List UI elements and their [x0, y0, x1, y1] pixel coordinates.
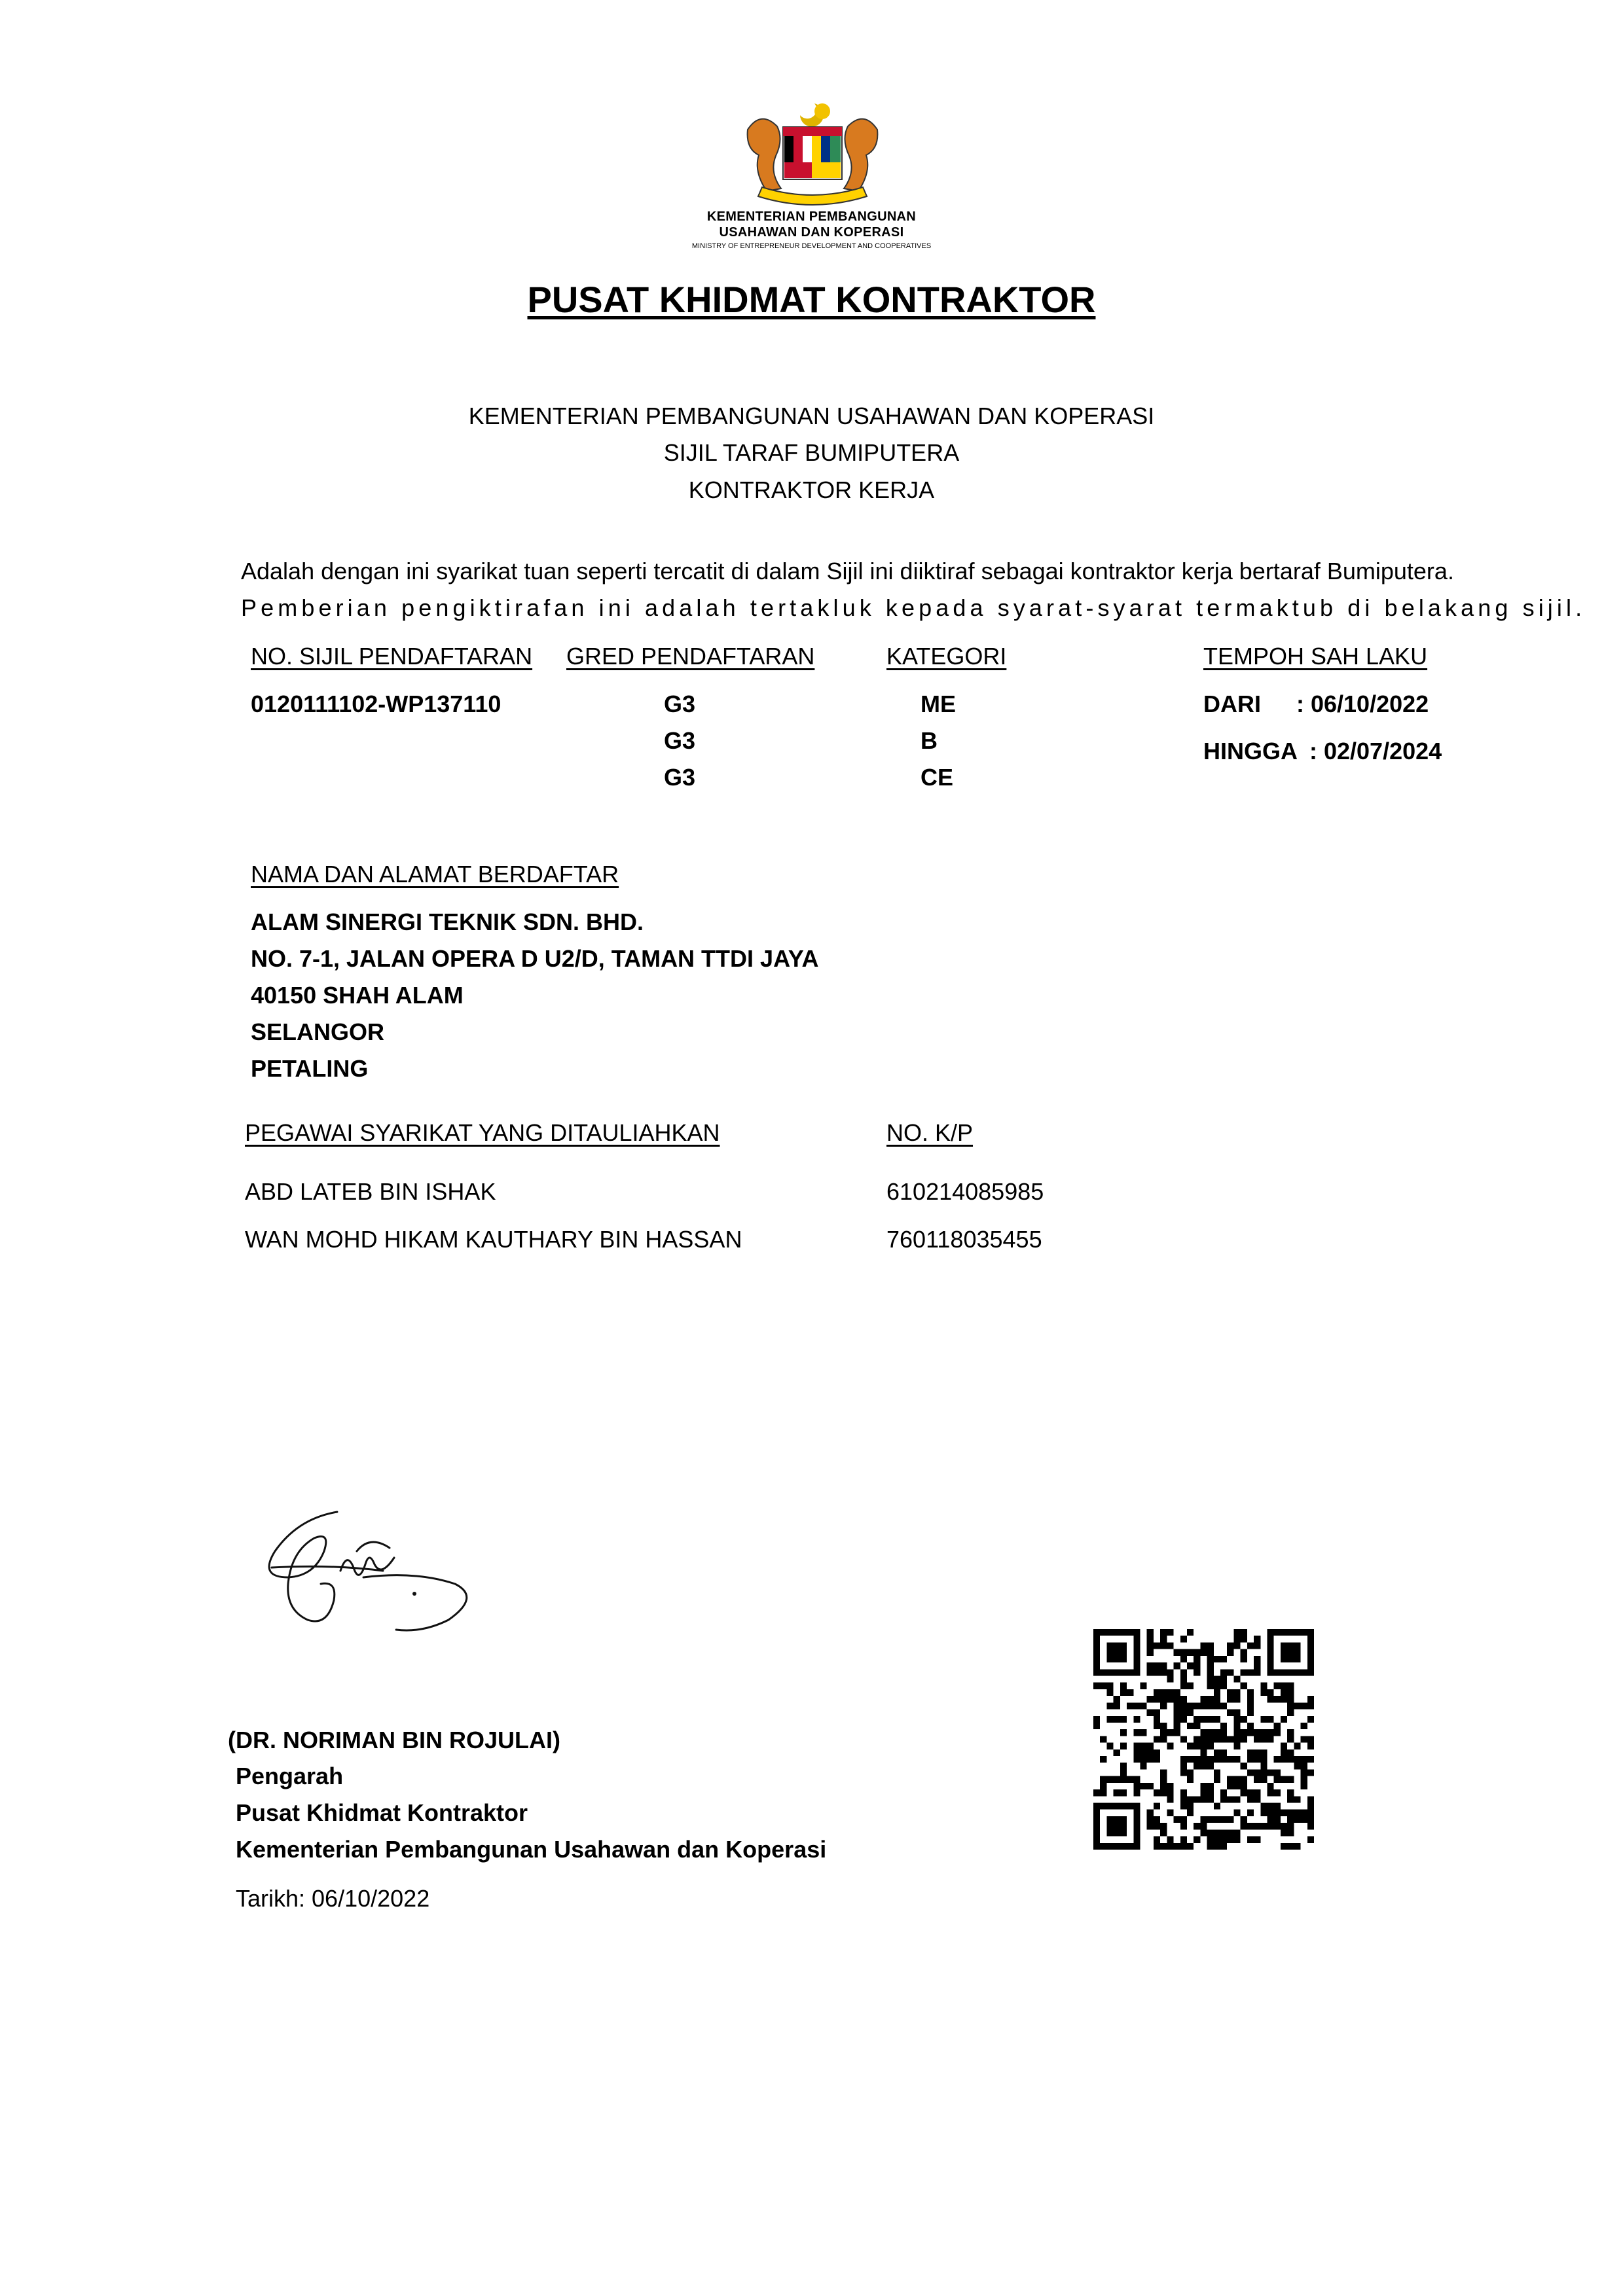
address-heading: NAMA DAN ALAMAT BERDAFTAR: [251, 861, 619, 888]
statement-line1: Adalah dengan ini syarikat tuan seperti tercatit di dalam Sijil ini diiktiraf sebagai kontraktor kerja bertaraf Bumiputera.: [241, 558, 1454, 584]
subheading-type: KONTRAKTOR KERJA: [688, 476, 935, 503]
ministry-name-line1: KEMENTERIAN PEMBANGUNAN: [706, 209, 917, 224]
page-title: PUSAT KHIDMAT KONTRAKTOR: [527, 279, 1096, 320]
officers-ic-heading: NO. K/P: [886, 1119, 974, 1146]
header-gred: GRED PENDAFTARAN: [566, 643, 815, 670]
signatory-name: (DR. NORIMAN BIN ROJULAI): [228, 1727, 560, 1753]
officer-ic: 760118035455: [886, 1226, 1042, 1253]
coat-of-arms-icon: [736, 97, 889, 208]
signatory-ministry: Kementerian Pembangunan Usahawan dan Koperasi: [236, 1836, 827, 1863]
registration-number: 0120111102-WP137110: [251, 691, 501, 717]
officers-heading: PEGAWAI SYARIKAT YANG DITAULIAHKAN: [245, 1119, 720, 1146]
signature-image: [259, 1499, 475, 1636]
address-line: 40150 SHAH ALAM: [251, 982, 464, 1009]
gred-value: G3: [664, 691, 696, 717]
statement-line2: Pemberian pengiktirafan ini adalah tertakluk kepada syarat-syarat termaktub di belakang sijil.: [241, 594, 1586, 621]
officer-ic: 610214085985: [886, 1178, 1044, 1205]
address-line: ALAM SINERGI TEKNIK SDN. BHD.: [251, 908, 644, 935]
ministry-name-line2: USAHAWAN DAN KOPERASI: [719, 225, 904, 240]
kategori-value: B: [921, 727, 938, 754]
issue-date: Tarikh: 06/10/2022: [236, 1885, 430, 1912]
validity-from-label: DARI: [1203, 691, 1261, 717]
header-no-sijil: NO. SIJIL PENDAFTARAN: [251, 643, 533, 670]
validity-to-value: : 02/07/2024: [1309, 738, 1442, 764]
gred-value: G3: [664, 764, 696, 791]
officer-name: WAN MOHD HIKAM KAUTHARY BIN HASSAN: [245, 1226, 742, 1253]
subheading-certificate: SIJIL TARAF BUMIPUTERA: [663, 439, 960, 466]
kategori-value: CE: [921, 764, 954, 791]
signatory-position: Pengarah: [236, 1763, 344, 1789]
subheading-ministry: KEMENTERIAN PEMBANGUNAN USAHAWAN DAN KOPERASI: [468, 403, 1155, 429]
address-line: NO. 7-1, JALAN OPERA D U2/D, TAMAN TTDI JAYA: [251, 945, 819, 972]
address-line: PETALING: [251, 1055, 369, 1082]
header-kategori: KATEGORI: [886, 643, 1007, 670]
officer-name: ABD LATEB BIN ISHAK: [245, 1178, 496, 1205]
address-line: SELANGOR: [251, 1018, 385, 1045]
ministry-name-english: MINISTRY OF ENTREPRENEUR DEVELOPMENT AND COOPERATIVES: [691, 242, 932, 250]
gred-value: G3: [664, 727, 696, 754]
validity-from-value: : 06/10/2022: [1296, 691, 1429, 717]
validity-to-label: HINGGA: [1203, 738, 1298, 764]
qr-code-icon: [1093, 1629, 1314, 1850]
header-tempoh: TEMPOH SAH LAKU: [1203, 643, 1428, 670]
kategori-value: ME: [921, 691, 956, 717]
signatory-department: Pusat Khidmat Kontraktor: [236, 1799, 528, 1826]
